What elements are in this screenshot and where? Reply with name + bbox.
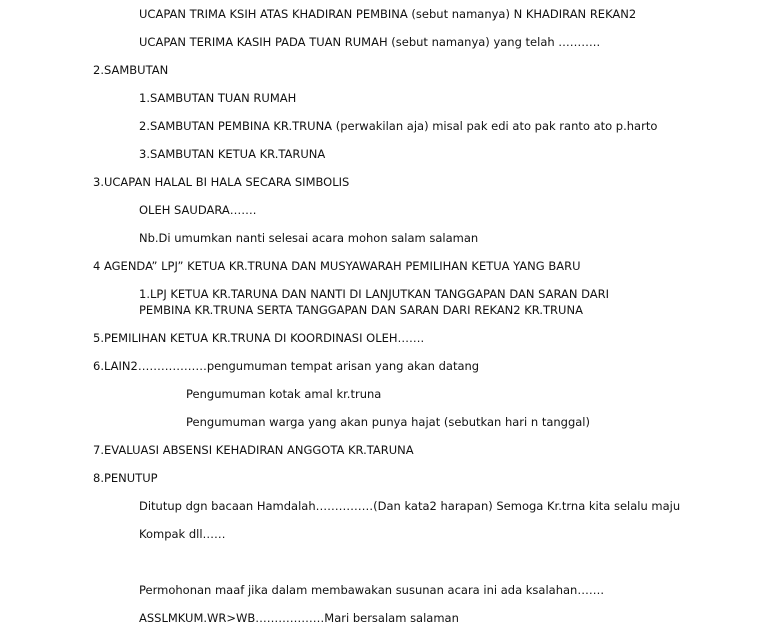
text-line-thanks-host: UCAPAN TERIMA KASIH PADA TUAN RUMAH (sebut namanya) yang telah ………..	[139, 35, 601, 49]
section-heading-evaluasi: 7.EVALUASI ABSENSI KEHADIRAN ANGGOTA KR.TARUNA	[93, 443, 414, 457]
section-heading-pemilihan: 5.PEMILIHAN KETUA KR.TRUNA DI KOORDINASI OLEH…….	[93, 331, 425, 345]
list-item: OLEH SAUDARA…….	[139, 203, 257, 217]
section-heading-ucapan: 3.UCAPAN HALAL BI HALA SECARA SIMBOLIS	[93, 175, 350, 189]
note-line: Nb.Di umumkan nanti selesai acara mohon salam salaman	[139, 231, 479, 245]
list-item: Kompak dll……	[139, 527, 226, 541]
section-heading-lain: 6.LAIN2………………pengumuman tempat arisan yang akan datang	[93, 359, 480, 373]
text-line-thanks-pembina: UCAPAN TRIMA KSIH ATAS KHADIRAN PEMBINA (sebut namanya) N KHADIRAN REKAN2	[139, 7, 637, 21]
apology-line: Permohonan maaf jika dalam membawakan susunan acara ini ada ksalahan…….	[139, 583, 604, 597]
list-item: 1.LPJ KETUA KR.TARUNA DAN NANTI DI LANJUTKAN TANGGAPAN DAN SARAN DARI	[139, 287, 610, 301]
closing-line: ASSLMKUM.WR>WB………………Mari bersalam salaman	[139, 611, 459, 625]
list-item: 2.SAMBUTAN PEMBINA KR.TRUNA (perwakilan aja) misal pak edi ato pak ranto ato p.harto	[139, 119, 658, 133]
list-item: Pengumuman kotak amal kr.truna	[186, 387, 382, 401]
list-item: 1.SAMBUTAN TUAN RUMAH	[139, 91, 297, 105]
list-item: Pengumuman warga yang akan punya hajat (sebutkan hari n tanggal)	[186, 415, 590, 429]
section-heading-penutup: 8.PENUTUP	[93, 471, 158, 485]
list-item: 3.SAMBUTAN KETUA KR.TARUNA	[139, 147, 326, 161]
section-heading-agenda: 4 AGENDA” LPJ” KETUA KR.TRUNA DAN MUSYAWARAH PEMILIHAN KETUA YANG BARU	[93, 259, 581, 273]
list-item: Ditutup dgn bacaan Hamdalah……………(Dan kata2 harapan) Semoga Kr.trna kita selalu maju	[139, 499, 681, 513]
list-item-continuation: PEMBINA KR.TRUNA SERTA TANGGAPAN DAN SARAN DARI REKAN2 KR.TRUNA	[139, 303, 583, 317]
section-heading-sambutan: 2.SAMBUTAN	[93, 63, 169, 77]
